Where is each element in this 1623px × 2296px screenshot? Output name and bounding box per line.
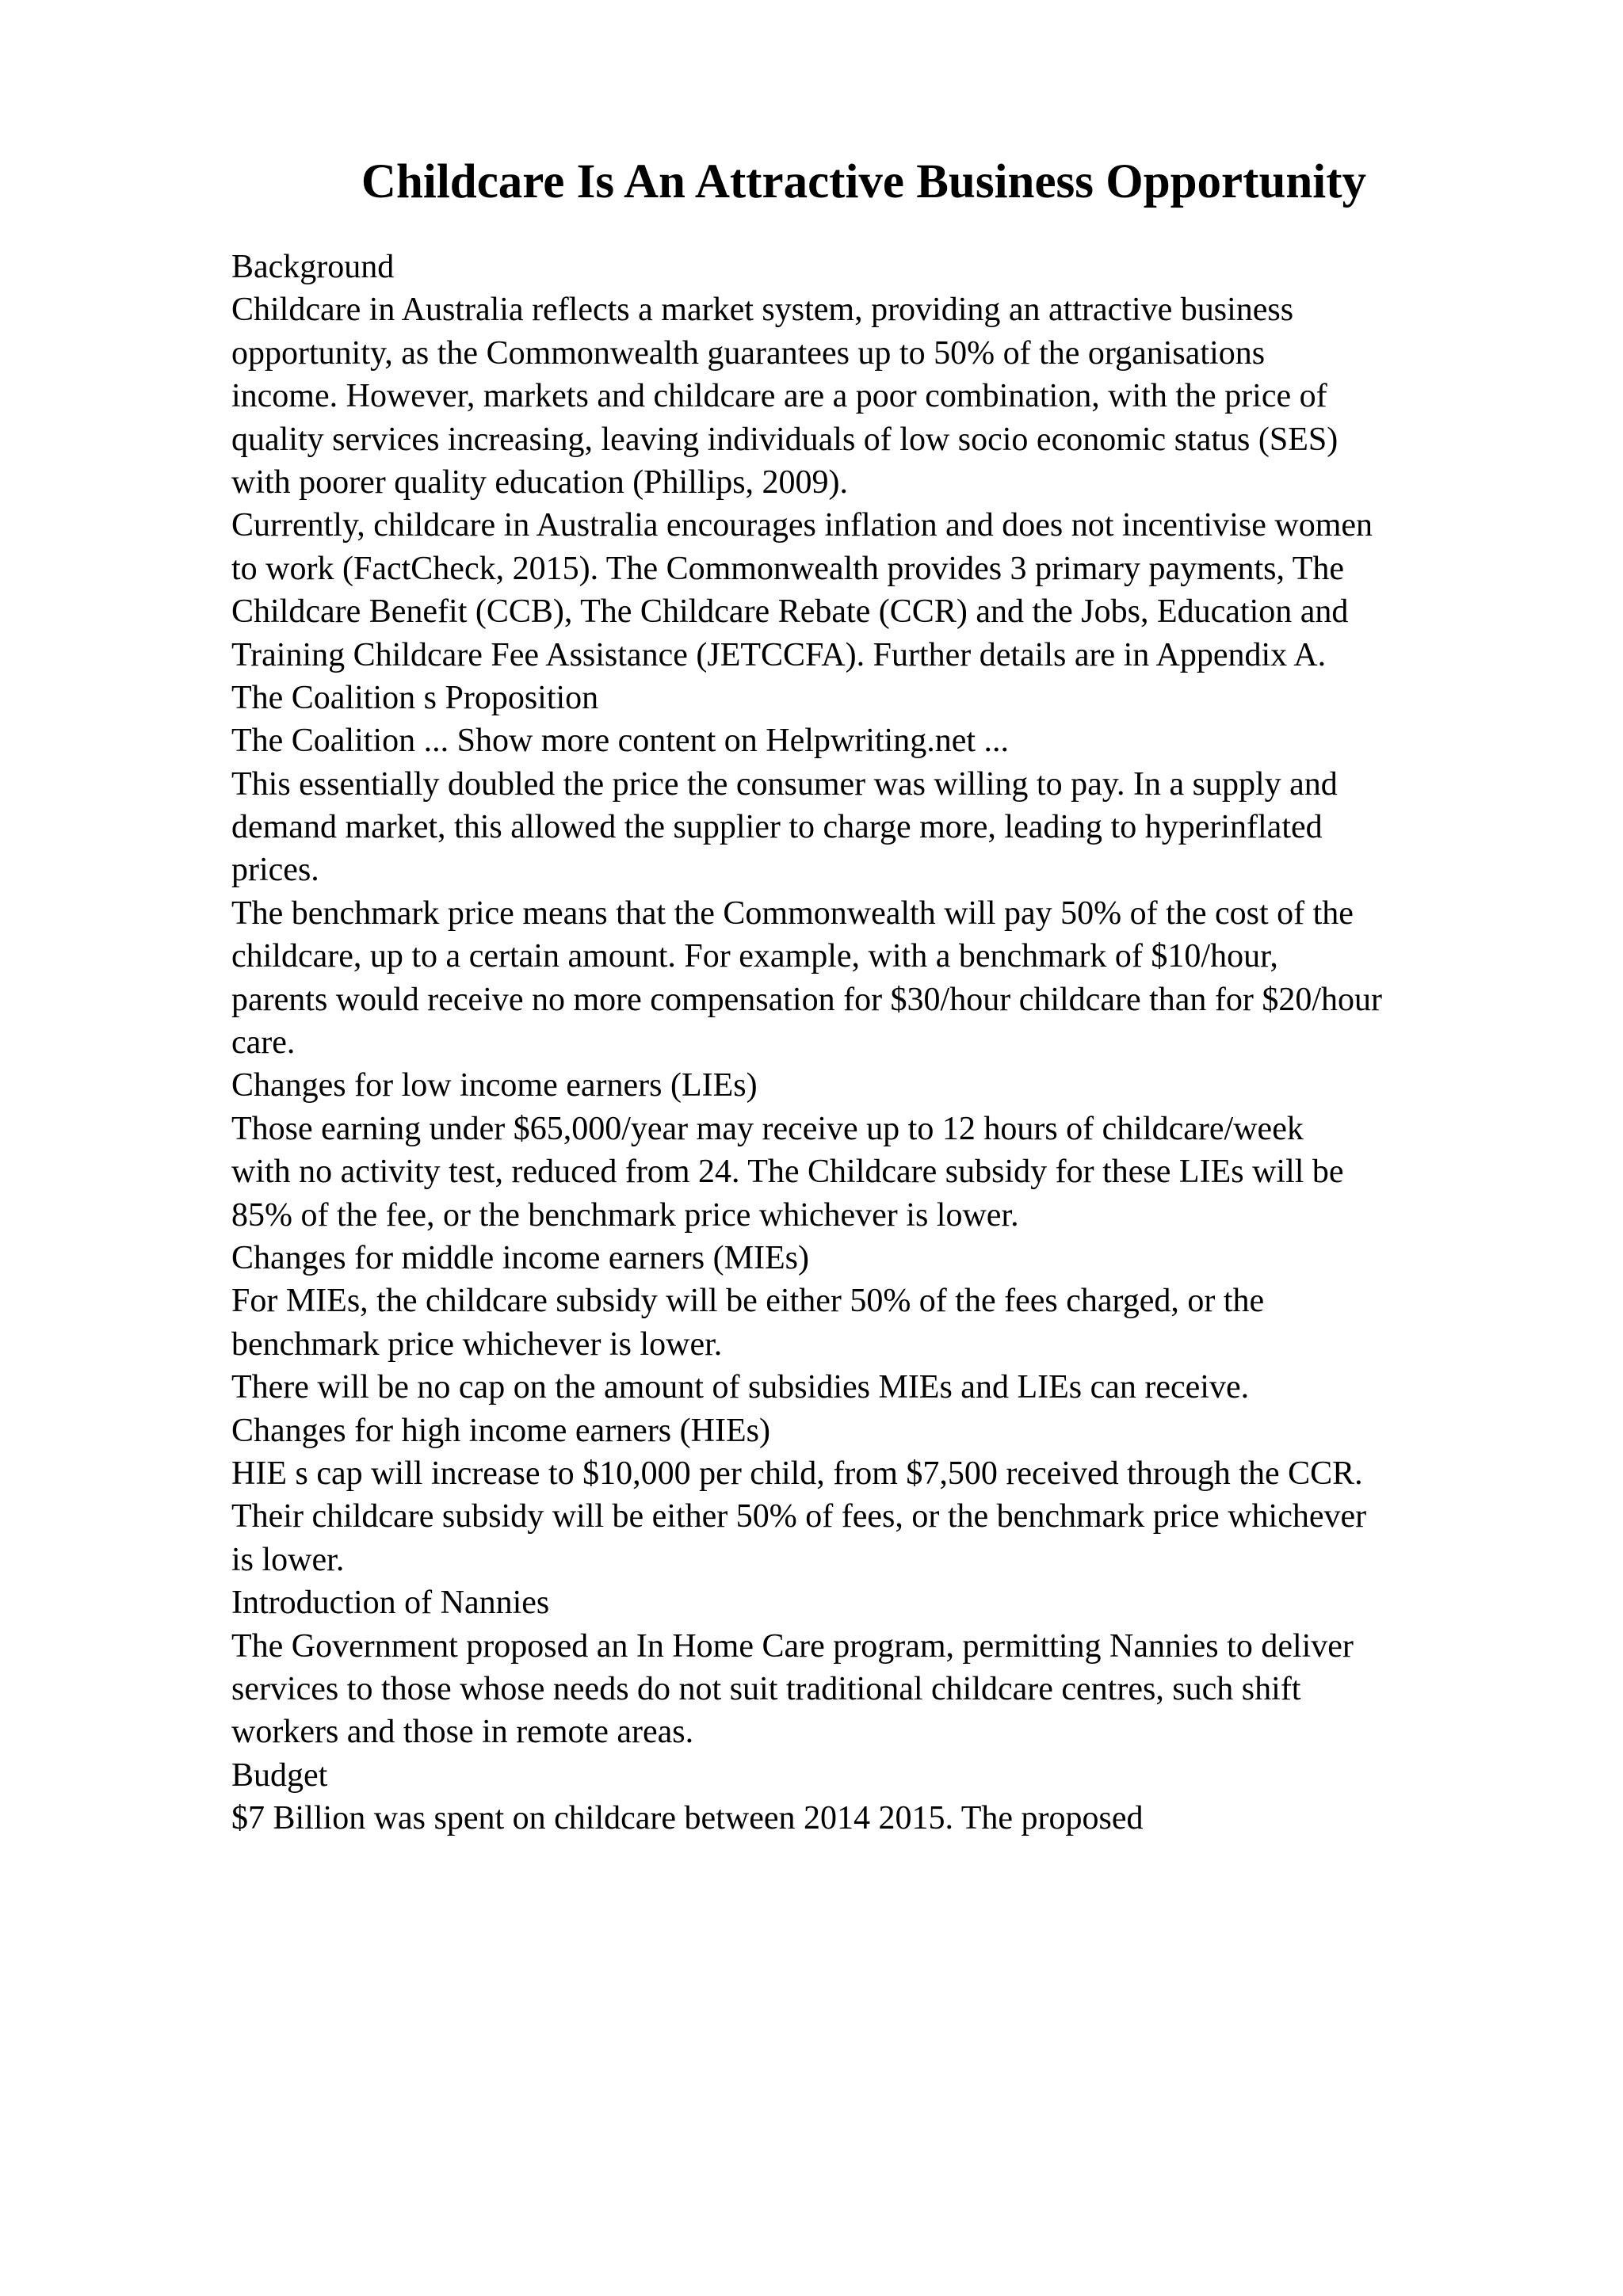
text-line: 85% of the fee, or the benchmark price whichever is lower. [231, 1196, 1019, 1234]
document-title: Childcare Is An Attractive Business Opportunity [361, 155, 1367, 208]
section-heading-proposition: The Coalition s Proposition [231, 679, 599, 716]
text-line: is lower. [231, 1541, 345, 1578]
text-line: to work (FactCheck, 2015). The Commonwealth provides 3 primary payments, The [231, 550, 1345, 587]
text-line: childcare, up to a certain amount. For example, with a benchmark of $10/hour, [231, 938, 1278, 975]
text-line: Their childcare subsidy will be either 50% of fees, or the benchmark price whichever [231, 1498, 1367, 1535]
text-line: with no activity test, reduced from 24. The Childcare subsidy for these LIEs will be [231, 1154, 1344, 1191]
text-line: For MIEs, the childcare subsidy will be either 50% of the fees charged, or the [231, 1283, 1265, 1320]
text-line: $7 Billion was spent on childcare between 2014 2015. The proposed [231, 1800, 1144, 1837]
text-line: Those earning under $65,000/year may receive up to 12 hours of childcare/week [231, 1110, 1304, 1147]
text-line: There will be no cap on the amount of subsidies MIEs and LIEs can receive. [231, 1369, 1250, 1406]
text-line: income. However, markets and childcare are a poor combination, with the price of [231, 378, 1327, 415]
text-line: Childcare in Australia reflects a market system, providing an attractive business [231, 292, 1294, 329]
text-line: Childcare Benefit (CCB), The Childcare Rebate (CCR) and the Jobs, Education and [231, 593, 1349, 631]
section-heading-budget: Budget [231, 1756, 328, 1794]
text-line: opportunity, as the Commonwealth guarantees up to 50% of the organisations [231, 334, 1266, 372]
section-heading-background: Background [231, 249, 395, 285]
text-line: care. [231, 1024, 296, 1062]
section-heading-lies: Changes for low income earners (LIEs) [231, 1067, 758, 1104]
text-line: Currently, childcare in Australia encourages inflation and does not incentivise women [231, 507, 1373, 544]
text-line: workers and those in remote areas. [231, 1714, 694, 1751]
text-line: Training Childcare Fee Assistance (JETCCFA). Further details are in Appendix A. [231, 636, 1327, 673]
show-more-line: The Coalition ... Show more content on Helpwriting.net ... [231, 723, 1010, 760]
text-line: demand market, this allowed the supplier to charge more, leading to hyperinflated [231, 809, 1323, 846]
text-line: HIE s cap will increase to $10,000 per child, from $7,500 received through the CCR. [231, 1455, 1363, 1492]
section-heading-nannies: Introduction of Nannies [231, 1585, 550, 1622]
text-line: benchmark price whichever is lower. [231, 1325, 723, 1363]
document-body [231, 246, 1531, 1840]
text-line: with poorer quality education (Phillips, 2009). [231, 463, 849, 501]
text-line: quality services increasing, leaving individuals of low socio economic status (SES) [231, 421, 1338, 458]
section-heading-hies: Changes for high income earners (HIEs) [231, 1412, 770, 1449]
section-heading-mies: Changes for middle income earners (MIEs) [231, 1239, 809, 1276]
text-line: The benchmark price means that the Commonwealth will pay 50% of the cost of the [231, 894, 1354, 932]
text-line: The Government proposed an In Home Care program, permitting Nannies to deliver [231, 1627, 1354, 1665]
text-line: This essentially doubled the price the consumer was willing to pay. In a supply and [231, 765, 1338, 803]
text-line: parents would receive no more compensation for $30/hour childcare than for $20/hour [231, 981, 1383, 1018]
text-line: prices. [231, 852, 319, 889]
text-line: services to those whose needs do not suit traditional childcare centres, such shift [231, 1670, 1301, 1707]
